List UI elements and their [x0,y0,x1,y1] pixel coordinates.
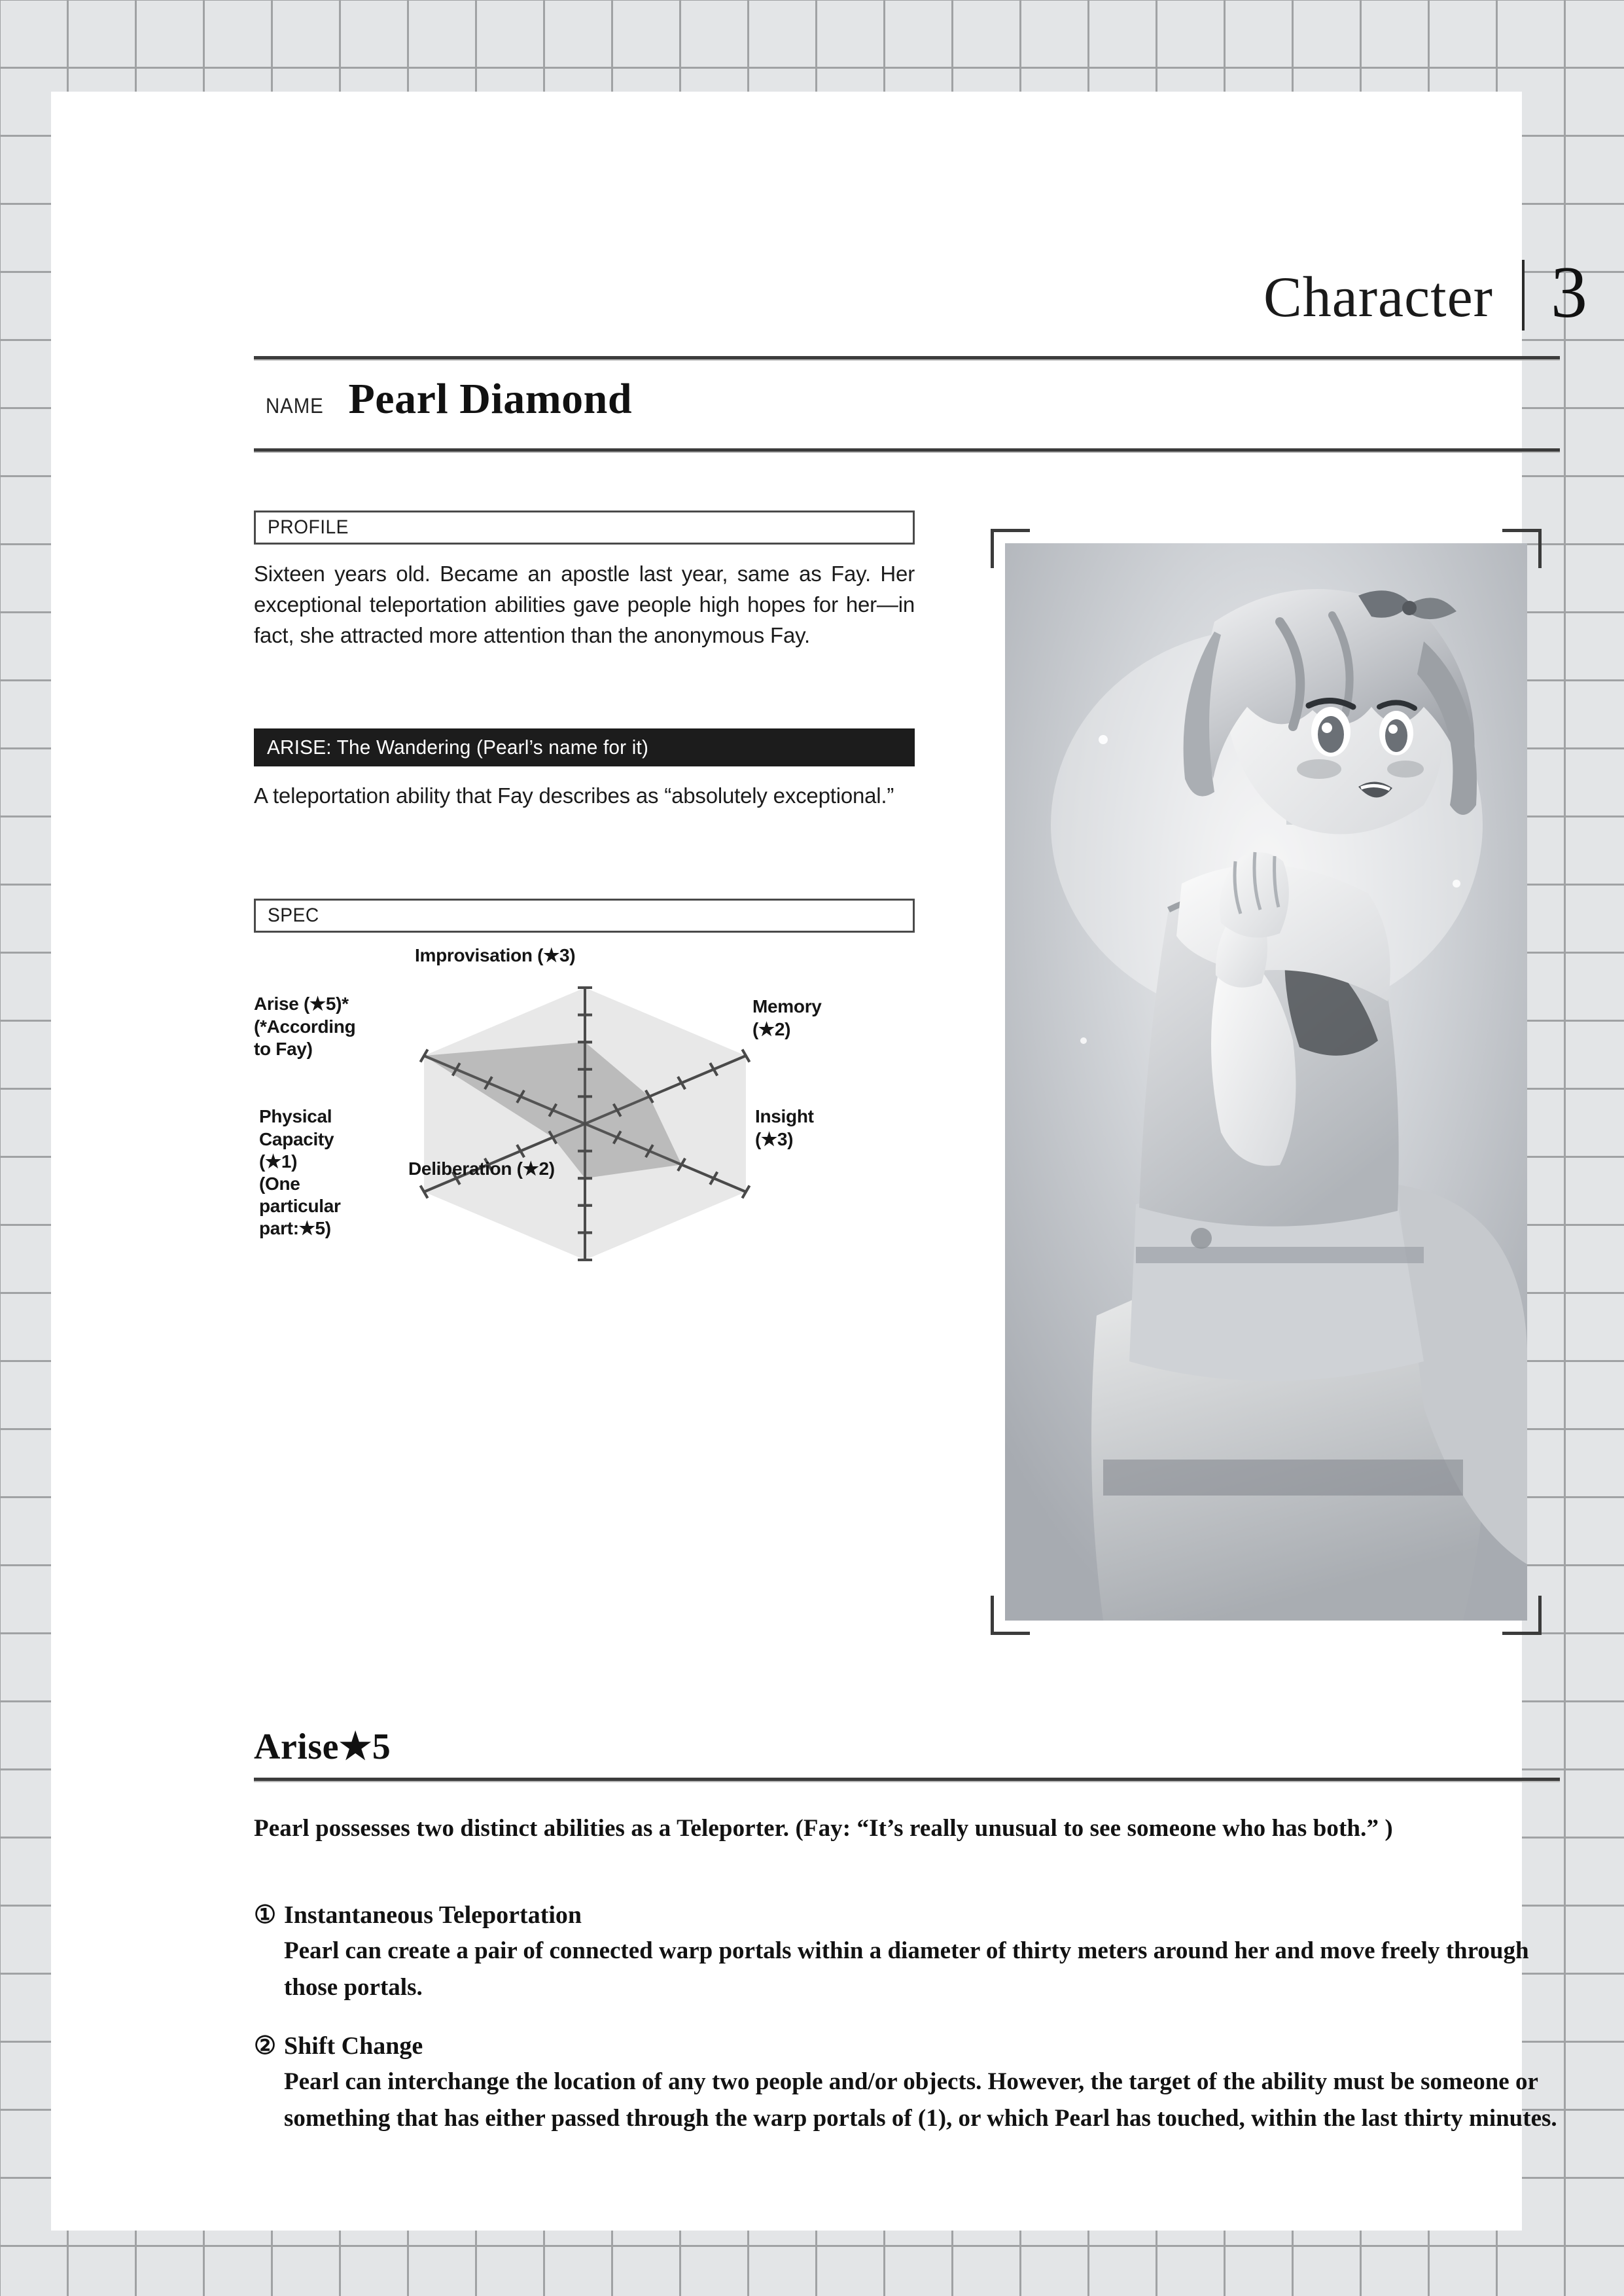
name-label: NAME [266,394,324,418]
character-sheet-page [51,92,1587,2231]
spec-heading: SPEC [268,905,319,927]
radar-label-improvisation: Improvisation (★3) [415,945,576,966]
ability-2-head [254,2029,1569,2064]
illustration-artwork [1005,543,1527,1621]
ability-1-body: Pearl can create a pair of connected warp portals within a diameter of thirty meters around her and move freely through those portals. [284,1937,1529,2001]
character-illustration [991,529,1542,1635]
profile-text: Sixteen years old. Became an apostle last year, same as Fay. Her exceptional teleportation abilities gave people high hopes for her—in fact, she attracted more attention than the anonymous Fay. [254,562,915,647]
character-name: Pearl Diamond [348,375,633,423]
ability-item-1 [254,1898,1569,2007]
ability-item-2 [254,2029,1569,2138]
radar-label-physical-capacity: Physical Capacity (★1) (One particular part:★5) [259,1106,341,1239]
profile-heading-box [254,511,915,545]
name-rule-bottom [254,448,1560,453]
spec-radar-chart [254,942,915,1308]
left-column [254,511,915,1308]
header-divider [1522,260,1525,331]
page-header [998,239,1587,331]
ability-2-name: Shift Change [284,2032,423,2060]
arise-heading: ARISE: The Wandering (Pearl’s name for it) [267,735,649,759]
page-inner [128,92,1587,2231]
ability-intro: Pearl possesses two distinct abilities as a Teleporter. (Fay: “It’s really unusual to see someone who has both.” ) [254,1815,1393,1842]
ability-section-title: Arise★5 [254,1727,391,1767]
ability-2-body: Pearl can interchange the location of any two people and/or objects. However, the target of the ability must be someone or something that has either passed through the warp portals of (1), or which Pearl has touched, within the last thirty minutes. [284,2068,1557,2132]
radar-label-memory: Memory (★2) [752,996,822,1039]
ability-section-rule [254,1778,1560,1782]
header-number: 3 [1551,252,1587,333]
profile-heading: PROFILE [268,516,349,538]
radar-label-arise: Arise (★5)* (*According to Fay) [254,994,356,1059]
ability-1-head [254,1898,1569,1933]
name-rule-top [254,356,1560,361]
ability-2-number: ② [254,2032,277,2060]
radar-label-deliberation: Deliberation (★2) [408,1158,555,1179]
ability-1-number: ① [254,1901,277,1929]
arise-text: A teleportation ability that Fay describes as “absolutely exceptional.” [254,783,894,808]
header-word: Character [1263,266,1493,329]
spec-heading-box [254,899,915,933]
name-row [266,374,632,424]
arise-heading-bar [254,728,915,766]
ability-1-name: Instantaneous Teleportation [284,1901,582,1929]
radar-label-insight: Insight (★3) [755,1106,814,1149]
